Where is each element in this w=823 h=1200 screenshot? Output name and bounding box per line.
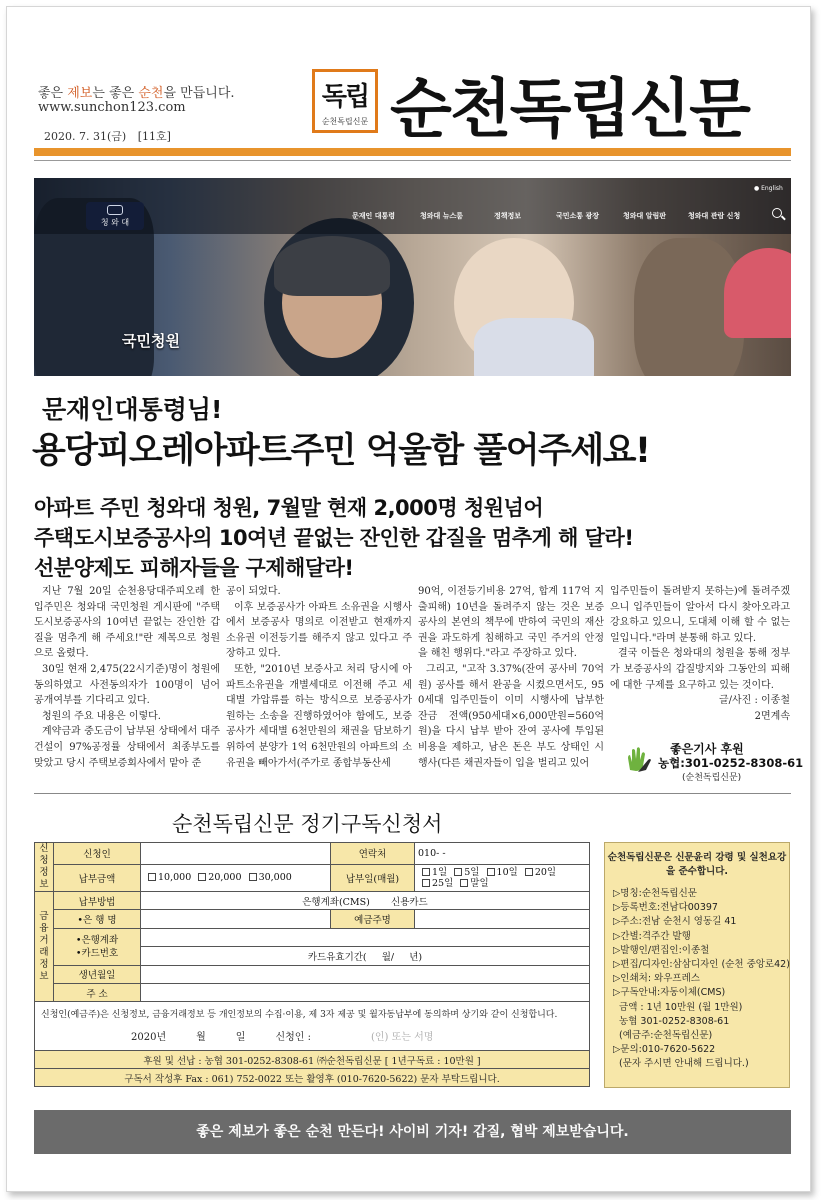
info-item: ▷인쇄처: 와우프레스: [613, 973, 700, 985]
method-label: 납부방법: [54, 892, 141, 910]
article-paragraph: 이후 보증공사가 아파트 소유권을 시행사에서 보증공사 명의로 이전받고 현재까지 소유권 이전등기를 해주지 않고 있다고 주장하고 있다.: [226, 601, 412, 660]
payday-checkbox[interactable]: [422, 868, 430, 876]
sign-year: 2020년: [131, 1032, 167, 1043]
photo-baby-clothes: [474, 318, 594, 376]
slogan-highlight: 제보: [67, 86, 93, 101]
payday-checkbox[interactable]: [460, 879, 468, 887]
language-link[interactable]: ● English: [754, 185, 783, 192]
account-card-label: [54, 928, 141, 965]
address-label: 주 소: [54, 983, 141, 1001]
payday-label: 납부일(매월): [331, 864, 415, 891]
info-item: ▷명칭:순천독립신문: [613, 888, 697, 899]
article-paragraph: 30일 현재 2,475(22시기준)명이 청원에 동의하였고 사전동의자가 100명이 넘어 공개여부를 기다리고 있다.: [34, 663, 220, 707]
account-field[interactable]: [141, 928, 590, 946]
logo-main-text: 독립: [321, 82, 369, 112]
logo-sub-text: 순천독립신문: [321, 117, 369, 126]
sponsor-box: [624, 740, 804, 784]
publisher-info-box: [604, 842, 790, 1088]
nav-item[interactable]: 국민소통 광장: [556, 212, 600, 220]
nav-item[interactable]: 청와대 뉴스룸: [420, 212, 464, 220]
amount-checkbox[interactable]: [148, 873, 156, 881]
slogan-text: 을 만듭니다.: [163, 86, 235, 101]
article-paragraph: 또한, "2010년 보증사고 처리 당시에 아파트소유권을 개별세대로 이전해 주고 세대별 가압류를 하는 방식으로 보증공사가 원하는 소송을 진행하였어야 함에도, 보증공사가 세대별 6천만원의 채권을 담보하기 위하여 분양가 1억 6천만원의 아파트의 소유권을 빼아가서(주가로 종합부동산세: [226, 663, 412, 769]
info-item: 금액 : 1년 10만원 (월 1만원): [613, 1001, 743, 1013]
amount-option: 20,000: [208, 872, 242, 884]
article-paragraph: 90억, 이전등기비용 27억, 합계 117억 지출피해) 10년을 돌려주지 않는 것은 보증공사의 본연의 책무에 반하여 국민의 재산권을 과도하게 침해하고 국민 주거의 안정을 해친 행위다."라고 주장하고 있다.: [418, 586, 604, 660]
sign-day: 일: [235, 1032, 246, 1043]
category-finance: 금융거래정보: [35, 892, 54, 1002]
birth-field[interactable]: [141, 965, 590, 983]
site-logo[interactable]: [86, 202, 144, 230]
info-item: ▷편집/디자인:삼삼디자인 (순천 중앙로42): [613, 959, 790, 971]
contact-label: 연락처: [331, 843, 415, 865]
info-item: (예금주:순천독립신문): [613, 1030, 713, 1042]
amount-options: [141, 864, 331, 891]
signature-line: [131, 1028, 463, 1043]
birth-label: 생년월일: [54, 965, 141, 983]
search-icon[interactable]: [772, 208, 782, 218]
info-item: ▷주소:전남 순천시 영동길 41: [613, 916, 737, 928]
info-item: ▷발행인/편집인:이종철: [613, 944, 710, 956]
slogan-text: 는 좋은: [92, 86, 139, 101]
sign-label: 신청인 :: [275, 1032, 311, 1043]
payday-checkbox[interactable]: [525, 868, 533, 876]
site-navbar: [34, 178, 791, 234]
sponsor-holder: (순천독립신문): [682, 773, 742, 783]
article-paragraph: 입주민들이 돌려받지 못하는)에 돌려주겠으니 입주민들이 알아서 다시 찾아오라고 강요하고 있으니, 도대체 이해 할 수 없는 일입니다."라며 분통해 하고 있다.: [610, 586, 790, 644]
article-paragraph: 지난 7월 20일 순천용당대주피오레 한 입주민은 청와대 국민청원 게시판에 "주택도시보증공사의 10여년 끝없는 잔인한 갑질을 멈추게 해 주세요!"란 제목으로 청원으로 올렸다.: [34, 586, 220, 660]
sponsor-account: 농협:301-0252-8308-61: [658, 756, 804, 770]
depositor-field[interactable]: [415, 910, 590, 928]
applicant-label: 신청인: [54, 843, 141, 865]
payday-option: 5일: [464, 866, 480, 878]
nav-item[interactable]: 문재인 대통령: [352, 212, 396, 220]
consent-text: 신청인(예금주)은 신청정보, 금융거래정보 등 개인정보의 수집·이용, 제 3자 제공 및 월자동납부에 동의하며 상기와 같이 신청합니다.: [41, 1010, 558, 1020]
payday-option: 1일: [432, 866, 448, 878]
article-paragraph: 계약금과 중도금이 납부된 상태에서 대주건설이 97%공정률 상태에서 최종부도를 맞았고 당시 주택보증회사에서 맡아 준: [34, 726, 220, 769]
payday-option: 20일: [534, 866, 557, 878]
payday-checkbox[interactable]: [487, 868, 495, 876]
form-footer-fax: 구독서 작성후 Fax : 061) 752-0022 또는 활영후 (010-7620-5622) 문자 부탁드립니다.: [35, 1069, 590, 1087]
emblem-icon: [107, 205, 123, 215]
payday-options: [415, 864, 590, 891]
amount-option: 30,000: [258, 872, 292, 884]
info-item: ▷간별:격주간 발행: [613, 930, 691, 942]
photo-caption: 국민청원: [122, 332, 180, 350]
publisher-info-list: [605, 887, 789, 1072]
sign-month: 월: [196, 1032, 206, 1043]
bottom-banner: 좋은 제보가 좋은 순천 만든다! 사이비 기자! 갑질, 협박 제보받습니다.: [34, 1110, 791, 1154]
payday-option: 10일: [496, 866, 518, 878]
bank-field[interactable]: [141, 910, 331, 928]
article-column-2: [226, 584, 412, 771]
subheadline: 선분양제도 피해자들을 구제해달라!: [34, 556, 354, 580]
payday-option: 말일: [470, 877, 489, 889]
masthead-rule: [34, 148, 791, 156]
dateline: [44, 128, 179, 144]
bank-label: •은 행 명: [54, 910, 141, 928]
info-item: 농협 301-0252-8308-61: [613, 1015, 730, 1027]
hands-icon: [624, 744, 654, 774]
amount-label: 납부금액: [54, 864, 141, 891]
section-divider: [34, 793, 791, 794]
website-url[interactable]: www.sunchon123.com: [38, 100, 186, 115]
nav-item[interactable]: 청와대 알림판: [623, 212, 667, 220]
subheadline: 주택도시보증공사의 10여년 끝없는 잔인한 갑질을 멈추게 해 달라!: [34, 526, 634, 550]
amount-option: 10,000: [158, 872, 192, 884]
slogan: [38, 82, 235, 101]
method-options[interactable]: 은행계좌(CMS) 신용카드: [141, 892, 590, 910]
subheadline: 아파트 주민 청와대 청원, 7월말 현재 2,000명 청원넘어: [34, 496, 544, 520]
form-title: 순천독립신문 정기구독신청서: [172, 812, 443, 836]
article-paragraph: 결국 이들은 청와대의 청원을 통해 정부가 보증공사의 갑질방지와 그동안의 피해에 대한 구제를 요구하고 있는 것이다.: [610, 648, 790, 691]
issue-number: [11호]: [137, 130, 171, 143]
photo-credit: 글/사진 : 이종철: [718, 695, 790, 707]
nav-item[interactable]: 정책정보: [494, 212, 522, 220]
nav-item[interactable]: 청와대 관람 신청: [688, 212, 741, 220]
article-column-4: [610, 584, 790, 724]
amount-checkbox[interactable]: [198, 873, 206, 881]
article-column-3: [418, 584, 604, 771]
applicant-field[interactable]: [141, 843, 331, 865]
site-name: 청 와 대: [100, 218, 130, 227]
article-paragraph: 그리고, "고작 3.37%(잔여 공사비 70억원) 공사를 해서 완공을 시켰으면서도, 950세대 입주민들이 이미 시행사에 납부한 잔금 전액(950세대×6,000만원=560억원)을 다시 납부 받아 잔여 공사에 투입된 비용을 제하고, 남은 돈은 부도 상태인 시행사(다른 채권자들이 입을 벌리고 있어: [418, 663, 604, 769]
info-item: ▷구독안내:자동이체(CMS): [613, 987, 726, 999]
depositor-label: 예금주명: [331, 910, 415, 928]
payday-checkbox[interactable]: [454, 868, 462, 876]
form-footer-payment: 후원 및 선납 : 농협 301-0252-8308-61 ㈜순천독립신문 [ 1년구독료 : 10만원 ]: [35, 1051, 590, 1069]
slogan-text: 좋은: [38, 86, 68, 101]
article-column-1: [34, 584, 220, 771]
contact-field[interactable]: 010- -: [415, 843, 590, 865]
category-applicant: 신청정보: [35, 843, 54, 892]
info-item: ▷등록번호:전남다00397: [613, 902, 718, 914]
subscription-form: [34, 842, 590, 1002]
issue-date: 2020. 7. 31(금): [44, 130, 127, 143]
payday-option: 25일: [432, 877, 454, 889]
account-label: •은행계좌: [75, 934, 119, 946]
slogan-highlight: 순천: [138, 86, 164, 101]
card-expiry[interactable]: 카드유효기간( 월/ 년): [141, 947, 590, 965]
ethics-heading: 순천독립신문은 신문윤리 강령 및 실천요강을 준수합니다.: [607, 852, 787, 877]
signature-field[interactable]: (인) 또는 서명: [370, 1032, 434, 1043]
info-item: (문자 주시면 안내해 드립니다.): [613, 1058, 749, 1070]
info-item: ▷문의:010-7620-5622: [613, 1044, 716, 1056]
masthead-thin-rule: [34, 160, 791, 161]
newspaper-title: 순천독립신문: [390, 73, 749, 147]
continued-note: 2면계속: [754, 710, 790, 722]
photo-figure-hair: [274, 236, 390, 296]
form-consent: [34, 1000, 590, 1050]
newspaper-logo: [312, 69, 378, 133]
hero-photo: [34, 178, 791, 376]
sponsor-title: 좋은기사 후원: [670, 742, 744, 756]
article-paragraph: 공이 되었다.: [226, 586, 281, 597]
card-label: •카드번호: [75, 947, 119, 959]
form-footer: [34, 1050, 590, 1087]
amount-checkbox[interactable]: [249, 873, 257, 881]
headline-kicker: 문재인대통령님!: [42, 395, 223, 424]
headline-main: 용당피오레아파트주민 억울함 풀어주세요!: [32, 431, 650, 471]
article-paragraph: 청원의 주요 내용은 이렇다.: [42, 710, 161, 722]
payday-checkbox[interactable]: [422, 879, 430, 887]
